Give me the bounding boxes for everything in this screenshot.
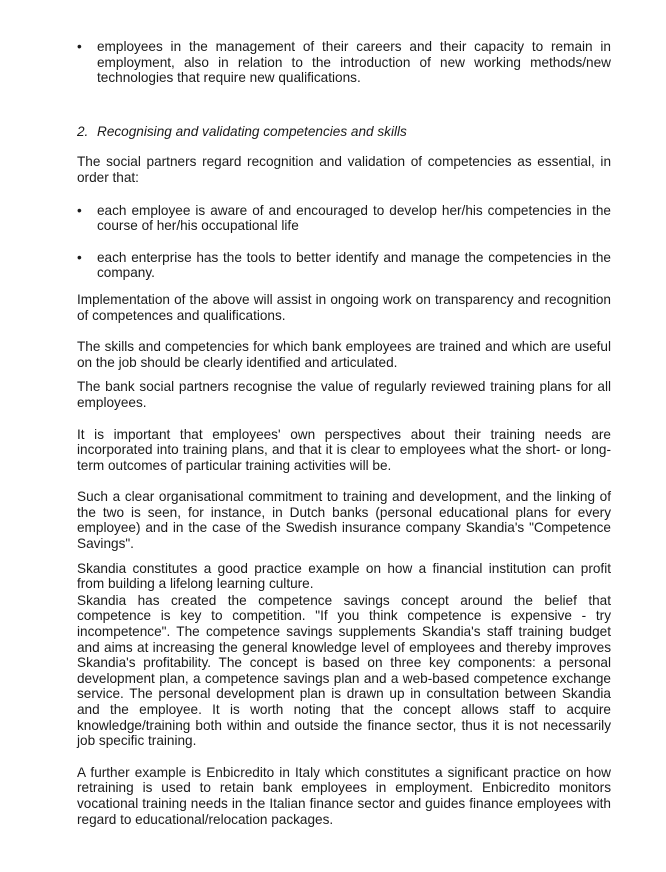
bullet-text: employees in the management of their careers and their capacity to remain in employment, also in relation to the introduction of new working methods/new technologies that require new qualifications. (97, 39, 611, 86)
bullet-item (77, 203, 611, 234)
paragraph: It is important that employees' own perspectives about their training needs are incorporated into training plans, and that it is clear to employees what the short- or long-term outcomes of particular training activities will be. (77, 426, 611, 473)
paragraph: The skills and competencies for which bank employees are trained and which are useful on the job should be clearly identified and articulated. (77, 339, 611, 370)
bullet-icon: • (77, 249, 82, 265)
bullet-text: each employee is aware of and encouraged to develop her/his competencies in the course of her/his occupational life (97, 202, 611, 234)
paragraph: Such a clear organisational commitment to training and development, and the linking of the two is seen, for instance, in Dutch banks (personal educational plans for every employee) and in the case of the Swedish insurance company Skandia's "Competence Savings". (77, 489, 611, 552)
paragraph: Skandia constitutes a good practice example on how a financial institution can profit from building a lifelong learning culture. (77, 560, 611, 592)
paragraph: A further example is Enbicredito in Italy which constitutes a significant practice on how retraining is used to retain bank employees in employment. Enbicredito monitors vocational training needs in the Italian finance sector and guides finance employees with regard to educational/relocation packages. (77, 764, 611, 827)
paragraph: The bank social partners recognise the value of regularly reviewed training plans for all employees. (77, 379, 611, 410)
section-title: Recognising and validating competencies and skills (97, 123, 407, 139)
bullet-item (77, 39, 611, 86)
section-number: 2. (77, 123, 89, 139)
document-page (77, 39, 611, 827)
section-heading (77, 124, 611, 140)
bullet-text: each enterprise has the tools to better identify and manage the competencies in the company. (97, 249, 611, 281)
paragraph: Implementation of the above will assist in ongoing work on transparency and recognition of competences and qualifications. (77, 291, 611, 323)
bullet-icon: • (77, 202, 82, 218)
bullet-icon: • (77, 39, 82, 54)
paragraph: Skandia has created the competence savings concept around the belief that competence is key to competition. "If you think competence is expensive - try incompetence". The competence savings supplements Skandia's staff training budget and aims at increasing the general knowledge level of employees and thereby improves Skandia's profitability. The concept is based on three key components: a personal development plan, a competence savings plan and a web-based competence exchange service. The personal development plan is drawn up in consultation between Skandia and the employee. It is worth noting that the concept allows staff to acquire knowledge/training both within and outside the finance sector, thus it is not necessarily job specific training. (77, 592, 611, 749)
intro-paragraph: The social partners regard recognition and validation of competencies as essential, in order that: (77, 154, 611, 185)
bullet-item (77, 250, 611, 281)
